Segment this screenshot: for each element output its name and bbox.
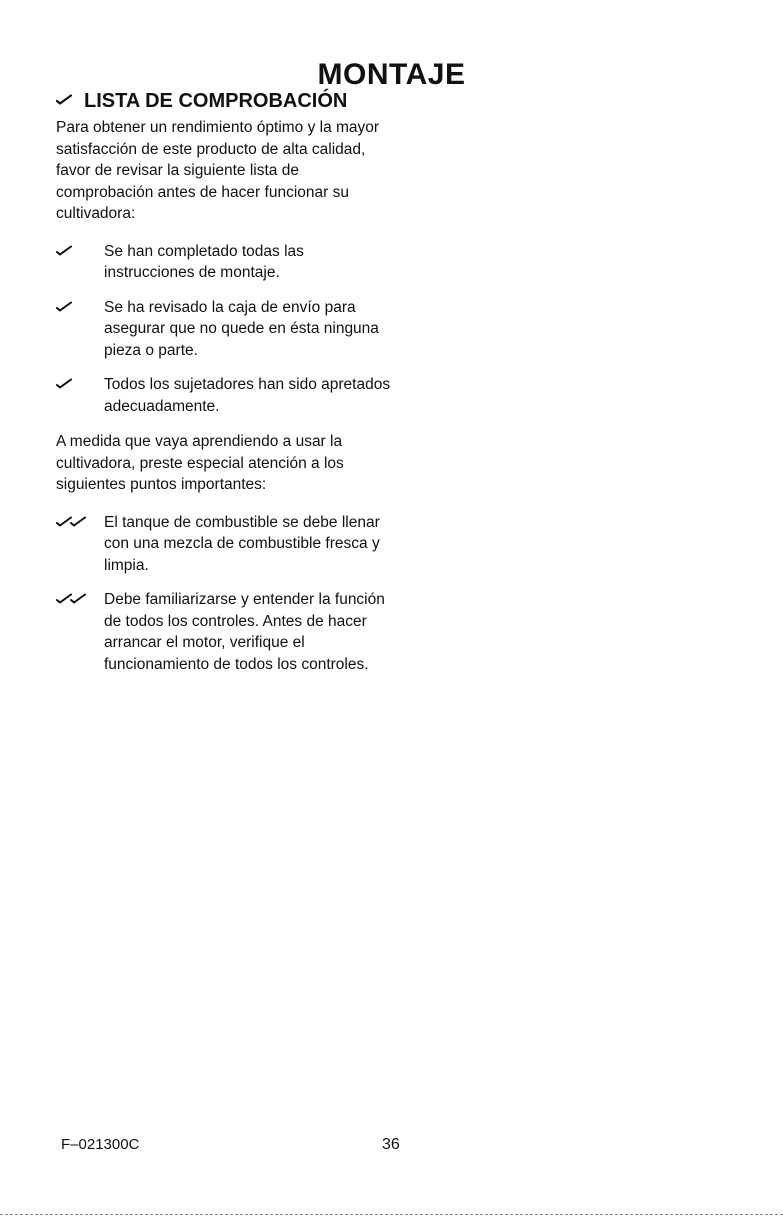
check-mark-icon <box>70 593 86 605</box>
list-item-text: Debe familiarizarse y entender la función de todos los controles. Antes de hacer arrancar el motor, verifique el funcionamiento de todos los controles. <box>104 591 385 673</box>
check-mark-icon <box>56 245 72 257</box>
section-heading <box>56 88 416 114</box>
list-item-text: Se ha revisado la caja de envío para asegurar que no quede en ésta ninguna pieza o parte. <box>104 298 379 359</box>
page-edge-divider <box>0 1214 783 1215</box>
important-points <box>56 512 396 676</box>
list-item <box>56 512 396 577</box>
check-mark-icon <box>56 378 72 390</box>
middle-paragraph: A medida que vaya aprendiendo a usar la cultivadora, preste especial atención a los siguientes puntos importantes: <box>56 433 344 493</box>
check-mark-icon <box>56 94 72 106</box>
check-mark-icon <box>70 516 86 528</box>
list-item <box>56 241 396 284</box>
checklist <box>56 241 396 418</box>
intro-paragraph: Para obtener un rendimiento óptimo y la mayor satisfacción de este producto de alta calidad, favor de revisar la siguiente lista de comprobación antes de hacer funcionar su cultivadora: <box>56 119 380 222</box>
list-item <box>56 374 396 417</box>
section-body <box>56 117 396 689</box>
page-number: 36 <box>382 1136 400 1153</box>
document-code: F–021300C <box>61 1136 140 1153</box>
list-item <box>56 297 396 362</box>
list-item-text: Todos los sujetadores han sido apretados adecuadamente. <box>104 376 391 415</box>
section-heading-text: LISTA DE COMPROBACIÓN <box>84 90 348 112</box>
list-item-text: El tanque de combustible se debe llenar con una mezcla de combustible fresca y limpia. <box>104 513 380 574</box>
list-item <box>56 589 396 675</box>
list-item-text: Se han completado todas las instrucciones de montaje. <box>104 242 304 281</box>
check-mark-icon <box>56 301 72 313</box>
page-title: MONTAJE <box>317 58 466 91</box>
